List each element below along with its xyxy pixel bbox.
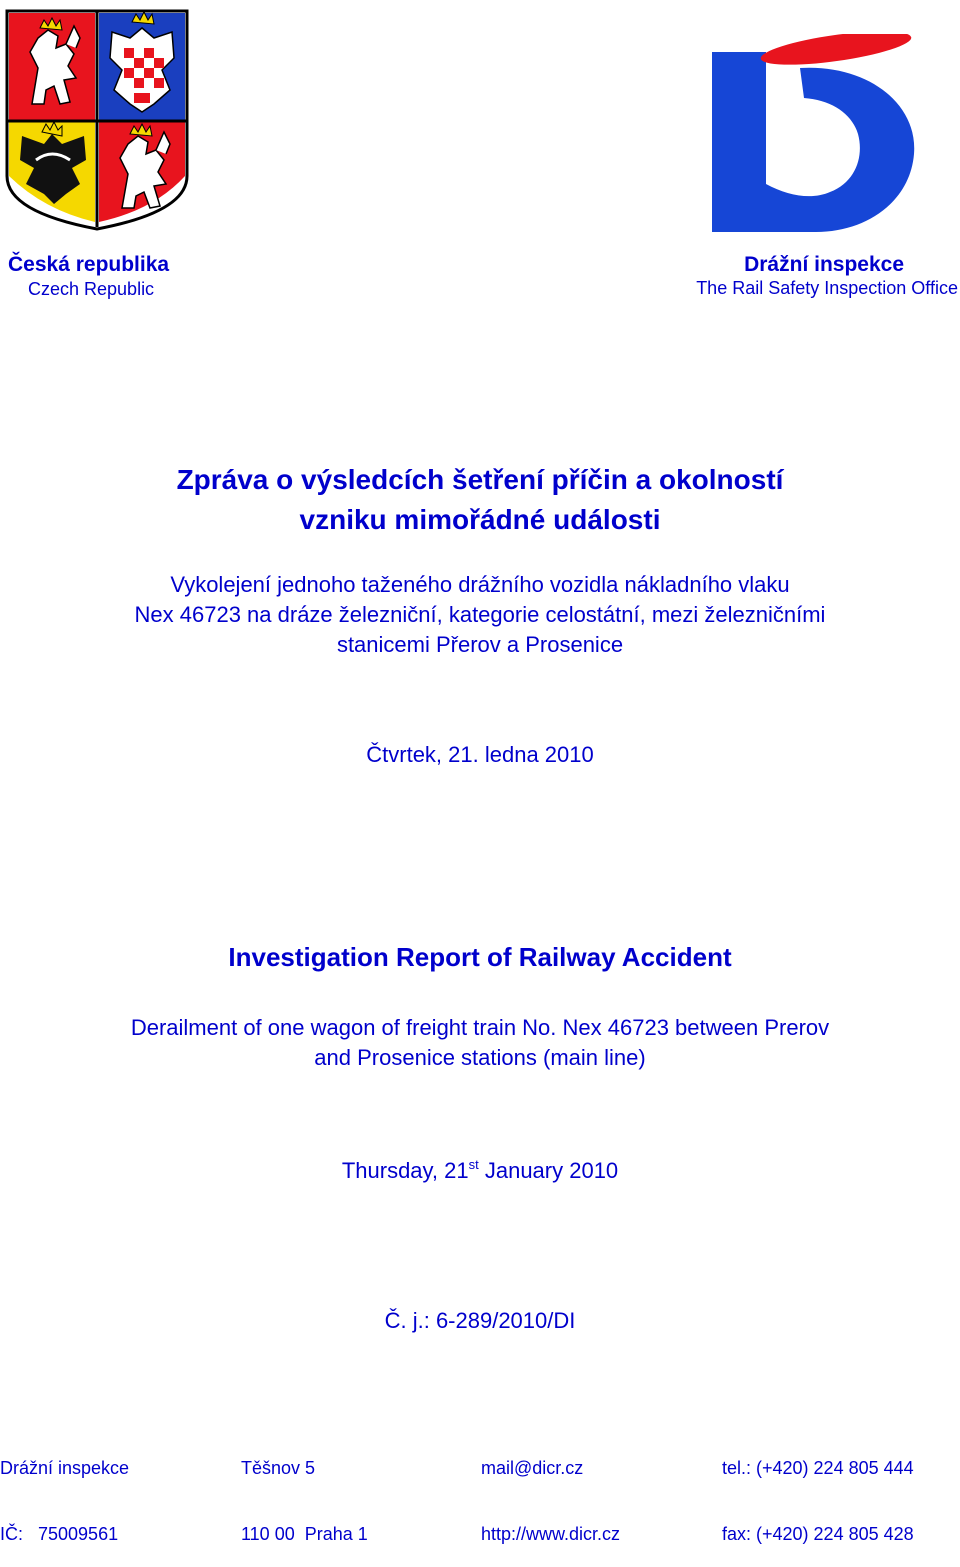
report-date-cz: Čtvrtek, 21. ledna 2010 [366,742,594,767]
report-subtitle-en-line: Derailment of one wagon of freight train No. Nex 46723 between Prerov [130,1015,830,1040]
report-title-cz [0,460,960,540]
report-date-en-sup: st [468,1157,479,1172]
report-subtitle-cz-line: stanicemi Přerov a Prosenice [336,632,624,657]
office-name: Drážní inspekce [744,253,904,276]
footer-org-column [0,1413,129,1567]
report-date-en [0,1157,960,1184]
report-date-en-prefix: Thursday, 21 [341,1158,469,1183]
footer-tel: tel.: (+420) 224 805 444 [722,1458,914,1478]
footer-ic: IČ: 75009561 [0,1524,119,1544]
footer-org: Drážní inspekce [0,1458,130,1478]
footer-street: Těšnov 5 [241,1458,316,1478]
report-subtitle-en [0,1013,960,1073]
report-date-en-suffix: January 2010 [478,1158,619,1183]
footer-fax: fax: (+420) 224 805 428 [722,1524,914,1544]
report-title-cz-line: Zpráva o výsledcích šetření příčin a okolností [176,464,784,495]
office-name-en: The Rail Safety Inspection Office [696,278,958,298]
czech-coat-of-arms-icon [4,8,190,232]
report-subtitle-cz-line: Nex 46723 na dráze železniční, kategorie celostátní, mezi železničními [134,602,826,627]
rail-inspection-logo-icon [708,34,918,234]
report-subtitle-cz [0,570,960,660]
footer-contact-column [481,1413,620,1567]
report-subtitle-cz-line: Vykolejení jednoho taženého drážního vozidla nákladního vlaku [170,572,790,597]
footer-phone-column [722,1413,914,1567]
country-name: Česká republika [8,253,170,276]
footer-address-column [241,1413,368,1567]
report-subtitle-en-line: and Prosenice stations (main line) [314,1045,646,1070]
footer-email-link[interactable]: mail@dicr.cz [481,1458,584,1478]
footer-web-link[interactable]: http://www.dicr.cz [481,1524,621,1544]
country-name-en: Czech Republic [28,279,155,299]
footer-city: 110 00 Praha 1 [241,1524,368,1544]
report-title-en: Investigation Report of Railway Accident [228,942,732,972]
report-title-cz-line: vzniku mimořádné události [299,504,661,535]
reference-number: Č. j.: 6-289/2010/DI [384,1308,576,1333]
